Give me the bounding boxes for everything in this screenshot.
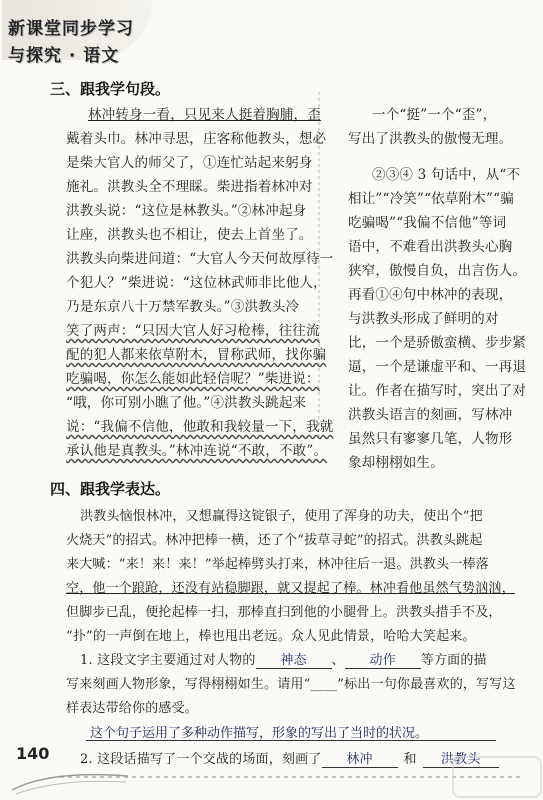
annotation-line: 语中，不难看出洪教头心胸 xyxy=(348,239,513,255)
passage-line: 吃骗喝，你怎么能如此轻信呢？”柴进说： xyxy=(66,371,320,387)
passage-line: 洪教头恼恨林冲，又想赢得这锭银子，使用了浑身的功夫，使出个“把 xyxy=(80,509,483,524)
annotation-line: 虽然只有寥寥几笔，人物形 xyxy=(348,431,513,447)
answer-blank-2[interactable]: 动作 xyxy=(345,649,421,669)
annotation-line: 相让”“冷笑”“依草附木”“骗 xyxy=(348,191,514,207)
passage-line: 洪教头向柴进问道：“大官人今天何故厚待一 xyxy=(66,251,334,267)
annotation-line: 写出了洪教头的傲慢无理。 xyxy=(348,131,513,147)
passage-line: 洪教头说：“这位是林教头。”②林冲起身 xyxy=(66,203,307,219)
annotation-line: 比，一个是骄傲蛮横、步步紧 xyxy=(348,335,527,351)
answer-blank-1[interactable]: 神态 xyxy=(256,649,332,669)
passage-line: 乃是东京八十万禁军教头。”③洪教头冷 xyxy=(66,299,300,315)
annotation-line: 象却栩栩如生。 xyxy=(348,455,444,471)
annotation-line: 吃骗喝”“我偏不信他”等词 xyxy=(348,215,507,231)
annotation-line: ②③④ 3 句话中，从“不 xyxy=(372,167,521,183)
passage-line: 空，他一个踉跄，还没有站稳脚跟，就又提起了棒。林冲看他虽然气势汹汹， xyxy=(66,581,515,596)
passage-line: 戴着头巾。林冲寻思，庄客称他教头，想必 xyxy=(66,131,327,147)
annotation-line: 一个“挺”一个“歪”， xyxy=(372,107,497,123)
question-1-line3: 样表达带给你的感受。 xyxy=(66,701,199,716)
answer-blank-3[interactable]: 林冲 xyxy=(322,748,398,768)
annotation-line: 逼，一个是谦虚平和、一再退 xyxy=(348,359,527,375)
passage-line: 但脚步已乱，便抡起棒一扫，那棒直扫到他的小腿骨上。洪教头措手不及， xyxy=(66,605,502,620)
footer-dashed-rule xyxy=(60,776,520,778)
question-1-suffix: 等方面的描 xyxy=(420,653,487,668)
book-title-line1: 新课堂同步学习 xyxy=(8,19,134,39)
question-1-prefix: 1. 这段文字主要通过对人物的 xyxy=(80,653,256,668)
answer-text-1[interactable]: 这个句子运用了多种动作描写，形象的写出了当时的状况。 xyxy=(90,726,429,741)
question-1-line2: 写来刻画人物形象，写得栩栩如生。请用“____”标出一句你最喜欢的，写写这 xyxy=(66,677,516,692)
passage-line: 来大喊：“来！来！来！”举起棒劈头打来，林冲往后一退。洪教头一棒落 xyxy=(66,557,489,572)
passage-line: 施礼。洪教头全不理睬。柴进指着林冲对 xyxy=(66,179,313,195)
book-title-line2: 与探究 · 语文 xyxy=(8,46,120,66)
passage-line: 说：“我偏不信他，他敢和我较量一下，我就 xyxy=(66,419,334,435)
question-1-separator: 、 xyxy=(331,653,345,668)
annotation-line: 再看①④句中林冲的表现， xyxy=(348,287,513,303)
question-2 xyxy=(80,748,499,768)
question-2-prefix: 2. 这段话描写了一个交战的场面，刻画了 xyxy=(80,752,322,767)
question-1-line1 xyxy=(80,649,487,669)
book-header xyxy=(8,4,208,66)
answer-blank-4[interactable]: 洪教头 xyxy=(423,748,499,768)
annotation-line: 与洪教头形成了鲜明的对 xyxy=(348,311,499,327)
passage-line: 笑了两声：“只因大官人好习枪棒，往往流 xyxy=(66,323,320,339)
passage-line: 配的犯人都来依草附木，冒称武师，找你骗 xyxy=(66,347,327,363)
page-corner-decoration xyxy=(10,766,130,796)
annotation-line: 洪教头语言的刻画，写林冲 xyxy=(348,407,513,423)
passage-line: 承认他是真教头。”林冲连说“不敢，不敢”。 xyxy=(66,443,328,459)
section-4-title: 四、跟我学表达。 xyxy=(50,480,171,498)
annotation-line: 狭窄，傲慢自负，出言伤人。 xyxy=(348,263,527,279)
passage-line: 火烧天”的招式。林冲把棒一横，还了个“拔草寻蛇”的招式。洪教头跳起 xyxy=(66,533,483,548)
passage-line: “扑”的一声倒在地上，棒也甩出老远。众人见此情景，哈哈大笑起来。 xyxy=(66,629,476,644)
section-3-title: 三、跟我学句段。 xyxy=(50,80,171,98)
annotation-line: 让。作者在描写时，突出了对 xyxy=(348,383,527,399)
passage-line: 是柴大官人的师父了，①连忙站起来躬身 xyxy=(66,155,313,171)
question-2-connector: 和 xyxy=(403,752,417,767)
passage-line: 个犯人？”柴进说：“这位林武师非比他人， xyxy=(66,275,327,291)
passage-line: 林冲转身一看，只见来人挺着胸脯，歪 xyxy=(88,107,321,123)
page-number: 140 xyxy=(16,744,50,763)
passage-line: “哦，你可别小瞧了他。”④洪教头跳起来 xyxy=(66,395,307,411)
watermark-logo xyxy=(452,756,542,798)
passage-line: 让座，洪教头也不相让，使去上首坐了。 xyxy=(66,227,313,243)
